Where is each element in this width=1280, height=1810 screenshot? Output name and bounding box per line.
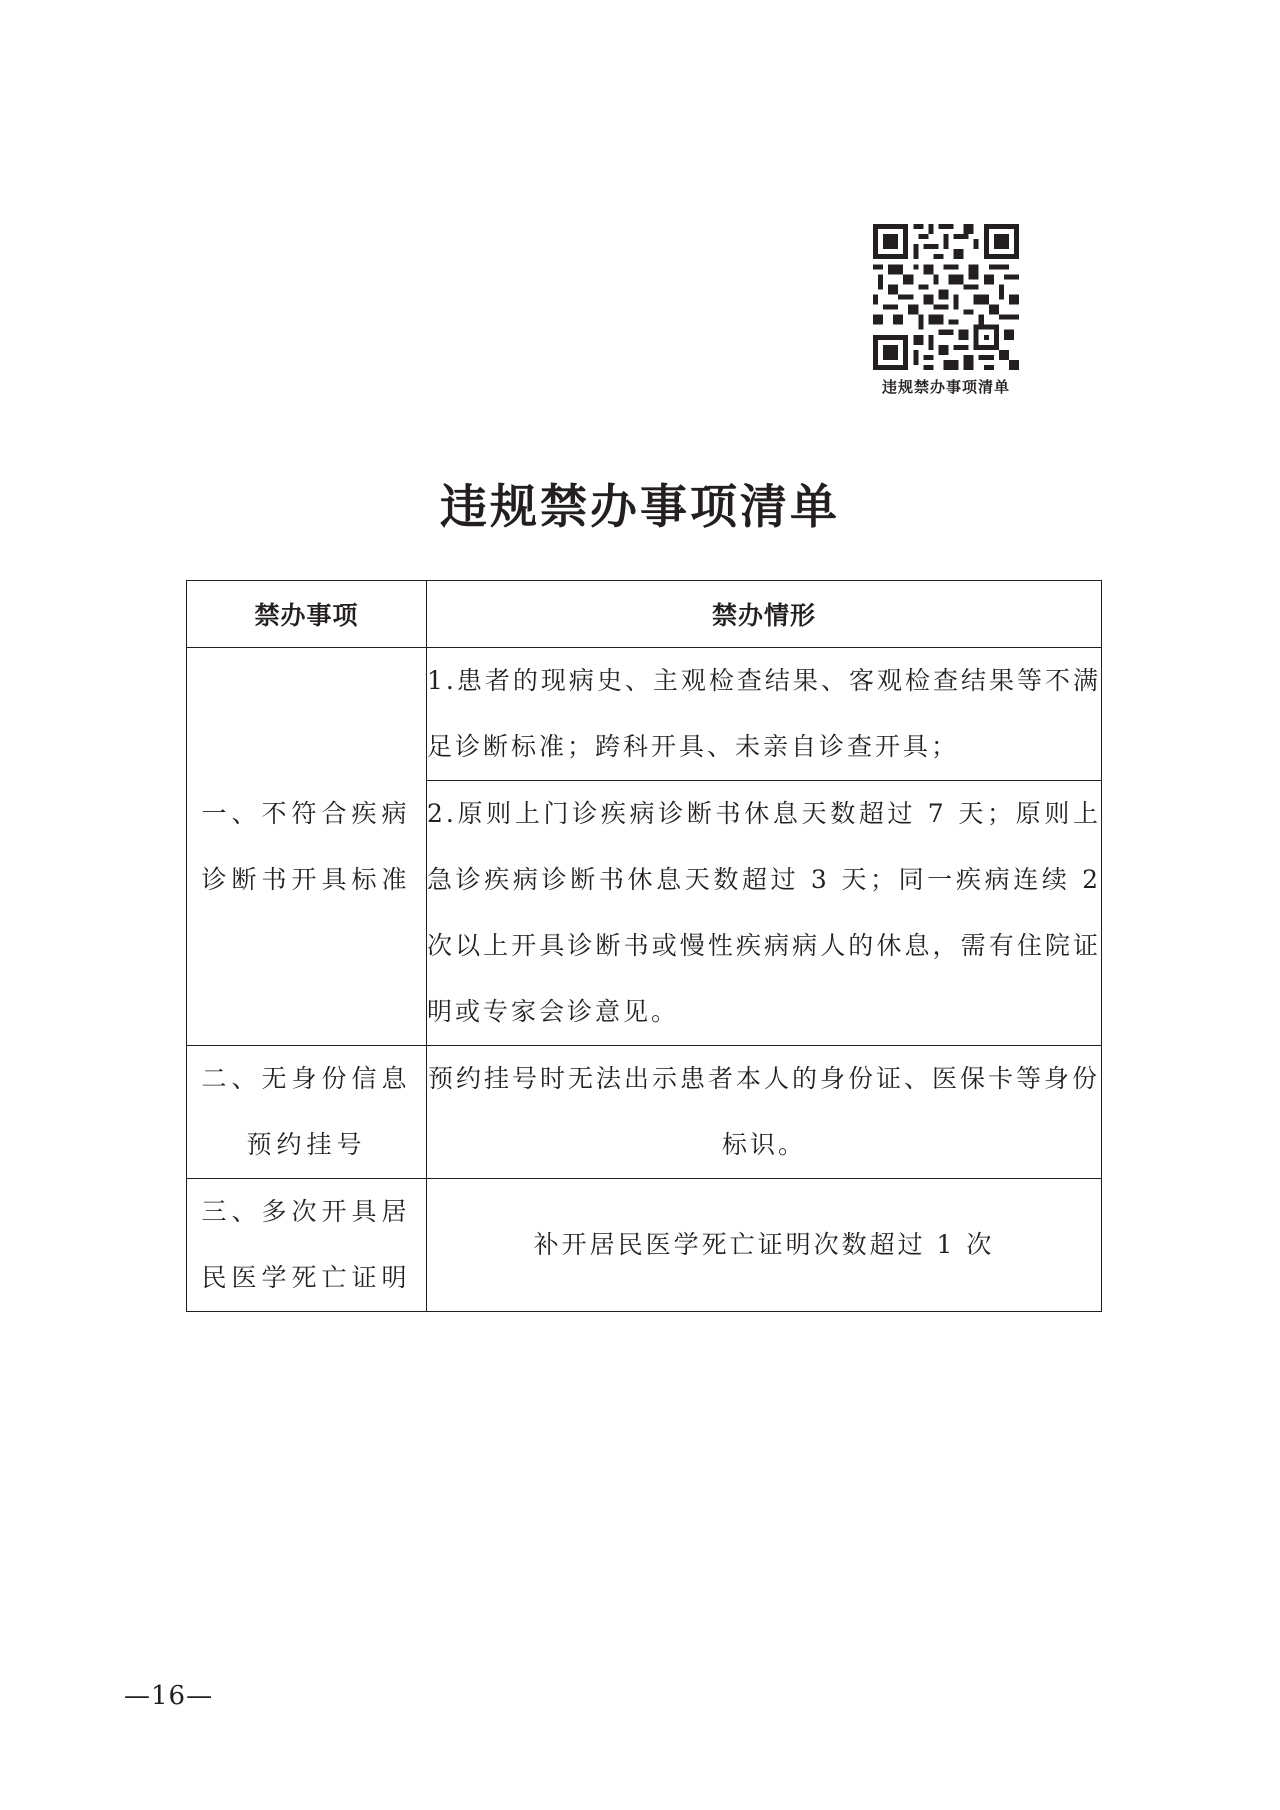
page-number: —16— (124, 1681, 214, 1711)
qr-code-icon (873, 224, 1019, 370)
situation-cell: 补开居民医学死亡证明次数超过 1 次 (427, 1179, 1102, 1312)
table-row (187, 1046, 1102, 1179)
item-name-line: 民医学死亡证明 (201, 1263, 412, 1292)
item-cell (187, 1046, 427, 1179)
item-name-line: 预约挂号 (246, 1130, 367, 1159)
item-name-line: 二、无身份信息 (201, 1064, 412, 1093)
table-header-row (187, 581, 1102, 648)
column-header-item: 禁办事项 (187, 581, 427, 648)
table-row (187, 648, 1102, 781)
table-row (187, 1179, 1102, 1312)
item-name-line: 诊断书开具标准 (201, 864, 412, 894)
situation-cell: 2.原则上门诊疾病诊断书休息天数超过 7 天；原则上急诊疾病诊断书休息天数超过 3 天；同一疾病连续 2 次以上开具诊断书或慢性疾病病人的休息，需有住院证明或专家会诊意见。 (427, 781, 1102, 1046)
item-name-line: 一、不符合疾病 (201, 798, 412, 828)
prohibited-items-table (186, 580, 1102, 1312)
item-name-line: 三、多次开具居 (201, 1197, 412, 1226)
column-header-situation: 禁办情形 (427, 581, 1102, 648)
qr-code-block (870, 224, 1022, 397)
situation-cell: 预约挂号时无法出示患者本人的身份证、医保卡等身份标识。 (427, 1046, 1102, 1179)
qr-caption: 违规禁办事项清单 (881, 378, 1010, 396)
item-cell (187, 1179, 427, 1312)
item-cell (187, 648, 427, 1046)
page-title: 违规禁办事项清单 (440, 480, 840, 535)
situation-cell: 1.患者的现病史、主观检查结果、客观检查结果等不满足诊断标准；跨科开具、未亲自诊查开具； (427, 648, 1102, 781)
